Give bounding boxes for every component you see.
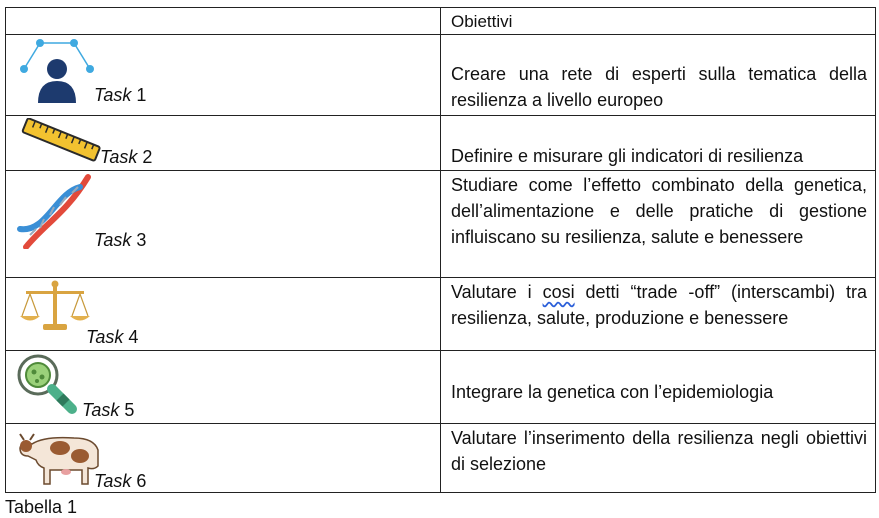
cow-icon: [14, 426, 104, 488]
table-row: [6, 278, 876, 351]
objective-text: Integrare la genetica con l’epidemiologia: [451, 382, 774, 402]
task-cell: [6, 116, 441, 171]
header-objectives-label: Obiettivi: [451, 12, 513, 31]
balance-scale-icon: [18, 280, 92, 332]
task-label: Task 5: [82, 400, 135, 420]
objective-cell: [441, 171, 876, 278]
table-caption: Tabella 1: [5, 497, 78, 517]
task-label: Task 1: [94, 85, 147, 105]
objective-text: Valutare i cosi detti “trade -off” (interscambi) tra resilienza, salute, produzione e benessere: [451, 282, 867, 328]
table-row: [6, 351, 876, 424]
header-cell-empty: [6, 8, 441, 35]
objective-text: Definire e misurare gli indicatori di resilienza: [451, 146, 804, 166]
table-row: [6, 116, 876, 171]
objective-text: Creare una rete di esperti sulla tematica della resilienza a livello europeo: [451, 64, 867, 110]
objective-cell: [441, 278, 876, 351]
task-cell: [6, 171, 441, 278]
task-cell: [6, 351, 441, 424]
objective-cell: [441, 116, 876, 171]
task-label: Task 4: [86, 327, 139, 347]
objective-cell: [441, 424, 876, 493]
objectives-table: [5, 7, 876, 493]
header-cell-objectives: [441, 8, 876, 35]
ruler-icon: [20, 118, 102, 162]
task-label: Task 6: [94, 471, 147, 491]
objective-cell: [441, 35, 876, 116]
task-label: Task 2: [100, 147, 153, 167]
network-person-icon: [18, 37, 98, 105]
table-row: [6, 35, 876, 116]
table-row: [6, 171, 876, 278]
task-cell: [6, 424, 441, 493]
spelling-flagged-word[interactable]: cosi: [542, 282, 575, 302]
table-row: [6, 424, 876, 493]
objective-text: Studiare come l’effetto combinato della genetica, dell’alimentazione e delle pratiche di gestione influiscano su resilienza, salute e benessere: [451, 175, 867, 247]
objective-cell: [441, 351, 876, 424]
task-label: Task 3: [94, 230, 147, 250]
dna-icon: [16, 173, 96, 249]
magnifier-virus-icon: [16, 353, 86, 419]
table-header-row: [6, 8, 876, 35]
task-cell: [6, 35, 441, 116]
objective-text: Valutare l’inserimento della resilienza negli obiettivi di selezione: [451, 428, 867, 474]
task-cell: [6, 278, 441, 351]
